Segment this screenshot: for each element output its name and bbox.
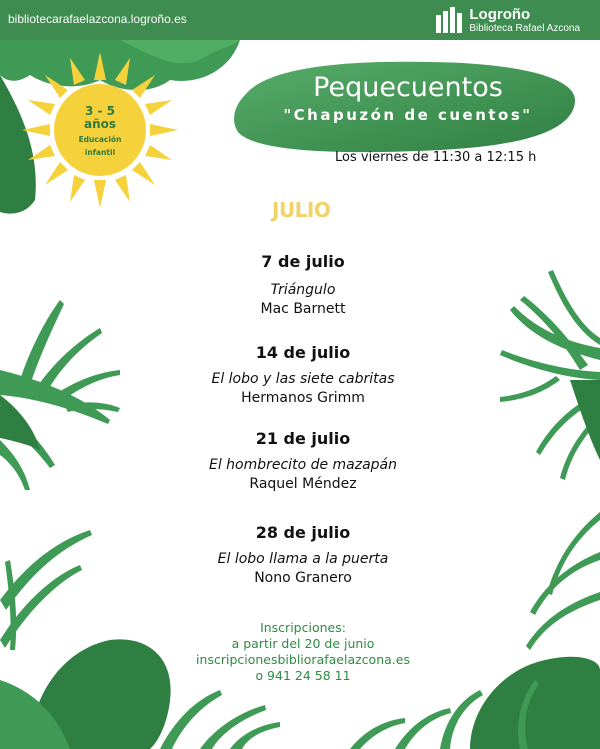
session-date: 28 de julio — [255, 523, 351, 542]
age-badge — [70, 105, 130, 157]
session-author: Nono Granero — [254, 570, 352, 586]
top-bar — [0, 0, 600, 40]
session-author: Hermanos Grimm — [241, 390, 365, 406]
event-subtitle: "Chapuzón de cuentos" — [283, 106, 533, 124]
session-date: 21 de julio — [255, 429, 351, 448]
session-date: 14 de julio — [255, 343, 351, 362]
session-book-title: El lobo llama a la puerta — [217, 551, 389, 567]
session-author: Mac Barnett — [260, 301, 346, 317]
session-book-title: Triángulo — [270, 282, 336, 298]
brand-city: Logroño — [469, 5, 531, 23]
brand-library-name: Biblioteca Rafael Azcona — [469, 22, 580, 34]
palm-leaf-left — [0, 300, 120, 490]
enrollment-start: a partir del 20 de junio — [231, 636, 375, 651]
level-line2: infantil — [84, 148, 116, 157]
palm-leaf-right — [500, 270, 600, 480]
month-heading: JULIO — [272, 198, 331, 222]
enrollment-email-link[interactable]: inscripcionesbibliorafaelazcona.es — [196, 652, 410, 667]
age-range: 3 - 5 — [84, 104, 116, 118]
session-author: Raquel Méndez — [249, 476, 357, 492]
session-book-title: El lobo y las siete cabritas — [211, 371, 395, 387]
level-line1: Educación — [78, 135, 122, 144]
enrollment-heading: Inscripciones: — [260, 620, 346, 635]
session-book-title: El hombrecito de mazapán — [208, 457, 398, 473]
enrollment-phone[interactable]: o 941 24 58 11 — [255, 668, 351, 683]
site-url-link[interactable]: bibliotecarafaelazcona.logroño.es — [8, 12, 187, 26]
event-title: Pequecuentos — [313, 72, 503, 103]
age-unit: años — [83, 117, 117, 131]
schedule-text: Los viernes de 11:30 a 12:15 h — [335, 150, 537, 165]
library-logo-icon — [435, 7, 463, 33]
enrollment-info — [150, 620, 456, 684]
library-brand — [435, 5, 580, 35]
session-date: 7 de julio — [261, 252, 345, 271]
